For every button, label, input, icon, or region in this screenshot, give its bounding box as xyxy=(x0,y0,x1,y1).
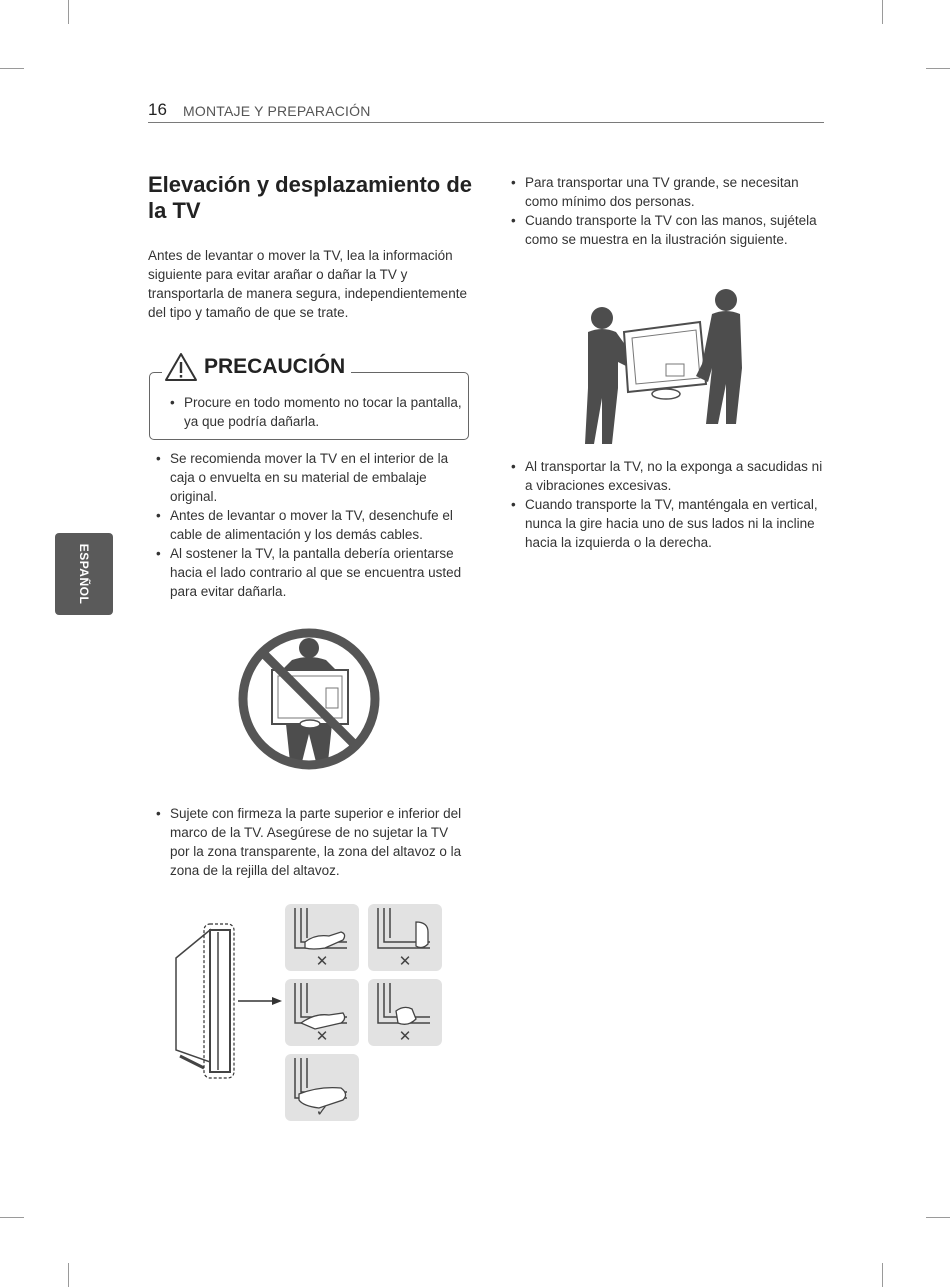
grip-illustration xyxy=(170,900,450,1126)
language-tab xyxy=(55,533,113,615)
intro-paragraph: Antes de levantar o mover la TV, lea la información siguiente para evitar arañar o dañar la TV y transportarla de manera segura, independientemente del tipo y tamaño de que se trate. xyxy=(148,248,467,320)
page-header xyxy=(148,100,824,123)
transport-warnings-list xyxy=(503,457,833,552)
section-title: MONTAJE Y PREPARACIÓN xyxy=(183,103,371,119)
caution-title: PRECAUCIÓN xyxy=(204,355,346,378)
language-tab-label: ESPAÑOL xyxy=(77,543,91,605)
grip-panel xyxy=(285,979,359,1046)
crop-mark xyxy=(0,68,24,69)
grip-panel xyxy=(285,904,359,971)
prohibited-carry-illustration xyxy=(236,626,382,772)
crop-mark xyxy=(882,1263,883,1287)
list-item: • Cuando transporte la TV, manténgala en vertical, nunca la gire hacia uno de sus lados ni la incline hacia la izquierda o la derecha. xyxy=(503,495,833,552)
page-number: 16 xyxy=(148,100,167,119)
hand-icon xyxy=(416,922,428,948)
grip-panel xyxy=(368,904,442,971)
arrow-icon xyxy=(238,997,282,1005)
check-icon: ✓ xyxy=(315,1102,329,1120)
caution-heading xyxy=(162,349,351,385)
two-person-carry-illustration xyxy=(582,288,752,448)
list-item: • Se recomienda mover la TV en el interior de la caja o envuelta en su material de embalaje original. xyxy=(148,449,473,506)
cross-icon: ✕ xyxy=(398,952,412,970)
list-item: • Para transportar una TV grande, se necesitan como mínimo dos personas. xyxy=(503,173,833,211)
grip-panel xyxy=(368,979,442,1046)
crop-mark xyxy=(926,1217,950,1218)
list-item: • Sujete con firmeza la parte superior e inferior del marco de la TV. Asegúrese de no sujetar la TV por la zona transparente, la zona del altavoz o la zona de la rejilla del altavoz. xyxy=(148,804,468,880)
caution-box xyxy=(149,355,469,440)
crop-mark xyxy=(68,0,69,24)
crop-mark xyxy=(0,1217,24,1218)
page-title: Elevación y desplazamiento de la TV xyxy=(148,172,473,223)
two-person-list xyxy=(503,173,833,249)
crop-mark xyxy=(926,68,950,69)
tv-back-silhouette xyxy=(624,322,706,399)
handling-list xyxy=(148,449,473,601)
hand-icon xyxy=(396,1007,416,1024)
list-item: • Al sostener la TV, la pantalla debería orientarse hacia el lado contrario al que se encuentra usted para evitar dañarla. xyxy=(148,544,473,601)
cross-icon: ✕ xyxy=(315,1027,329,1045)
grip-instructions-list xyxy=(148,804,468,880)
tv-side-view xyxy=(176,924,234,1078)
crop-mark xyxy=(882,0,883,24)
crop-mark xyxy=(68,1263,69,1287)
list-item: • Procure en todo momento no tocar la pantalla, ya que podría dañarla. xyxy=(162,393,462,431)
caution-list xyxy=(162,393,462,431)
grip-panel xyxy=(285,1054,359,1121)
list-item: • Al transportar la TV, no la exponga a sacudidas ni a vibraciones excesivas. xyxy=(503,457,833,495)
cross-icon: ✕ xyxy=(398,1027,412,1045)
list-item: • Antes de levantar o mover la TV, desenchufe el cable de alimentación y los demás cables. xyxy=(148,506,473,544)
warning-icon xyxy=(164,352,198,382)
list-item: • Cuando transporte la TV con las manos, sujétela como se muestra en la ilustración siguiente. xyxy=(503,211,833,249)
cross-icon: ✕ xyxy=(315,952,329,970)
